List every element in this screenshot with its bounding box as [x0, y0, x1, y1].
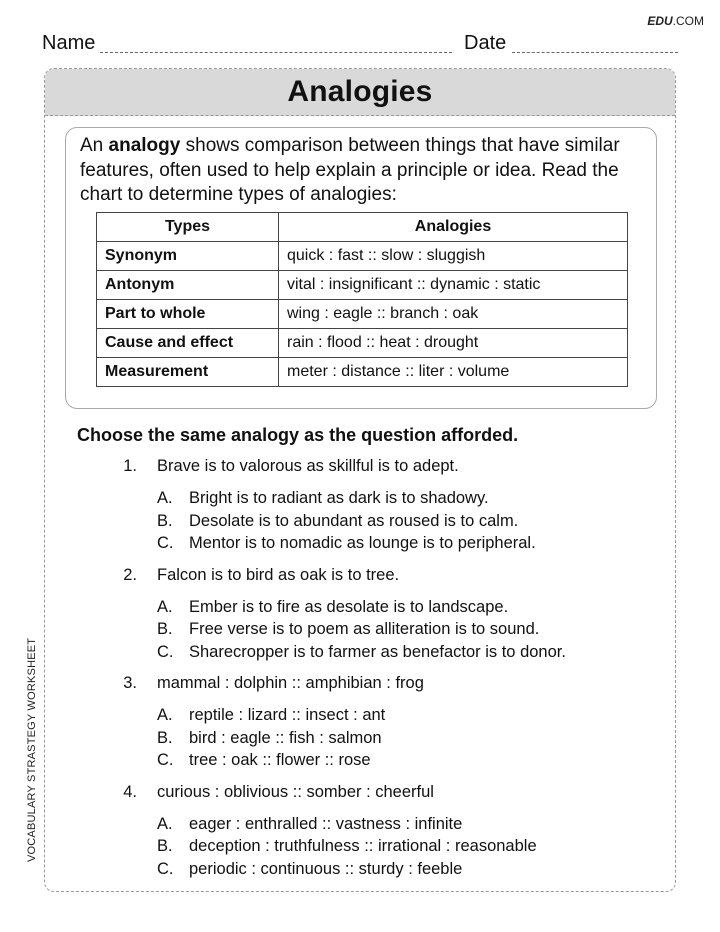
option-letter: A. [157, 597, 173, 616]
answer-option[interactable] [45, 620, 675, 643]
type-cell: Part to whole [97, 299, 279, 328]
question-4 [45, 783, 675, 883]
example-cell: rain : flood :: heat : drought [279, 328, 628, 357]
type-cell: Antonym [97, 270, 279, 299]
brand-logo [647, 14, 704, 28]
table-row [97, 328, 628, 357]
answer-option[interactable] [45, 751, 675, 774]
option-letter: B. [157, 511, 173, 530]
brand-suffix: .COM [672, 14, 704, 28]
question-text: mammal : dolphin :: amphibian : frog [157, 674, 424, 692]
worksheet-frame [44, 68, 676, 892]
question-number: 2. [123, 565, 137, 584]
example-cell: quick : fast :: slow : sluggish [279, 241, 628, 270]
option-text: tree : oak :: flower :: rose [189, 751, 371, 769]
example-cell: vital : insignificant :: dynamic : static [279, 270, 628, 299]
option-text: Ember is to fire as desolate is to landscape. [189, 597, 509, 616]
date-label: Date [464, 32, 507, 54]
question-number: 4. [123, 782, 137, 801]
answer-option[interactable] [45, 598, 675, 621]
question-number: 1. [123, 457, 137, 475]
title-bar [45, 69, 675, 116]
answer-option[interactable] [45, 643, 675, 666]
option-text: deception : truthfulness :: irrational : reasonable [189, 837, 537, 855]
question-3 [45, 674, 675, 774]
answer-option[interactable] [45, 534, 675, 557]
example-cell: meter : distance :: liter : volume [279, 357, 628, 386]
answer-options [45, 598, 675, 666]
answer-option[interactable] [45, 706, 675, 729]
analogies-header: Analogies [279, 212, 628, 241]
answer-options [45, 815, 675, 883]
name-line [100, 52, 452, 53]
table-row [97, 357, 628, 386]
question-stem [45, 783, 675, 805]
types-header: Types [97, 212, 279, 241]
intro-text [80, 134, 642, 208]
option-text: periodic : continuous :: sturdy : feeble [189, 859, 463, 878]
page-title: Analogies [287, 75, 433, 108]
type-cell: Measurement [97, 357, 279, 386]
question-1 [45, 457, 675, 557]
answer-option[interactable] [45, 815, 675, 838]
option-text: bird : eagle :: fish : salmon [189, 728, 382, 747]
info-box [65, 127, 657, 409]
question-stem [45, 457, 675, 479]
option-letter: A. [157, 814, 173, 833]
option-text: Desolate is to abundant as roused is to calm. [189, 511, 519, 530]
question-text: Falcon is to bird as oak is to tree. [157, 565, 400, 584]
option-text: Bright is to radiant as dark is to shadowy. [189, 489, 489, 507]
option-letter: B. [157, 837, 173, 855]
option-text: eager : enthralled :: vastness : infinite [189, 814, 463, 833]
question-text: curious : oblivious :: somber : cheerful [157, 782, 434, 801]
example-cell: wing : eagle :: branch : oak [279, 299, 628, 328]
answer-option[interactable] [45, 837, 675, 860]
option-text: Free verse is to poem as alliteration is to sound. [189, 620, 540, 638]
option-letter: C. [157, 534, 174, 552]
type-cell: Cause and effect [97, 328, 279, 357]
intro-before: An [80, 135, 109, 156]
option-text: Sharecropper is to farmer as benefactor is to donor. [189, 642, 566, 661]
table-row [97, 299, 628, 328]
intro-bold: analogy [108, 135, 181, 156]
option-text: Mentor is to nomadic as lounge is to peripheral. [189, 534, 536, 552]
option-letter: B. [157, 728, 173, 747]
analogy-types-table [96, 212, 628, 387]
question-stem [45, 566, 675, 588]
answer-option[interactable] [45, 512, 675, 535]
answer-options [45, 489, 675, 557]
side-label: VOCABULARY STRASTEGY WORKSHEET [26, 637, 38, 862]
question-list [45, 457, 675, 891]
answer-option[interactable] [45, 729, 675, 752]
table-header-row [97, 212, 628, 241]
question-number: 3. [123, 674, 137, 692]
option-letter: C. [157, 751, 174, 769]
option-letter: A. [157, 706, 173, 724]
option-letter: B. [157, 620, 173, 638]
intro-after: shows comparison between things that have similar features, often used to help explain a principle or idea. Read the chart to determine types of analogies: [80, 135, 620, 205]
instruction-text: Choose the same analogy as the question afforded. [77, 425, 519, 445]
answer-option[interactable] [45, 489, 675, 512]
question-text: Brave is to valorous as skillful is to adept. [157, 457, 459, 475]
date-line [512, 52, 678, 53]
name-label: Name [42, 32, 96, 54]
option-letter: A. [157, 489, 173, 507]
answer-option[interactable] [45, 860, 675, 883]
table-row [97, 241, 628, 270]
answer-options [45, 706, 675, 774]
table-row [97, 270, 628, 299]
question-2 [45, 566, 675, 666]
option-text: reptile : lizard :: insect : ant [189, 706, 386, 724]
type-cell: Synonym [97, 241, 279, 270]
name-date-header [42, 32, 678, 56]
brand-bold: EDU [647, 14, 673, 28]
option-letter: C. [157, 859, 174, 878]
question-stem [45, 674, 675, 696]
option-letter: C. [157, 642, 174, 661]
